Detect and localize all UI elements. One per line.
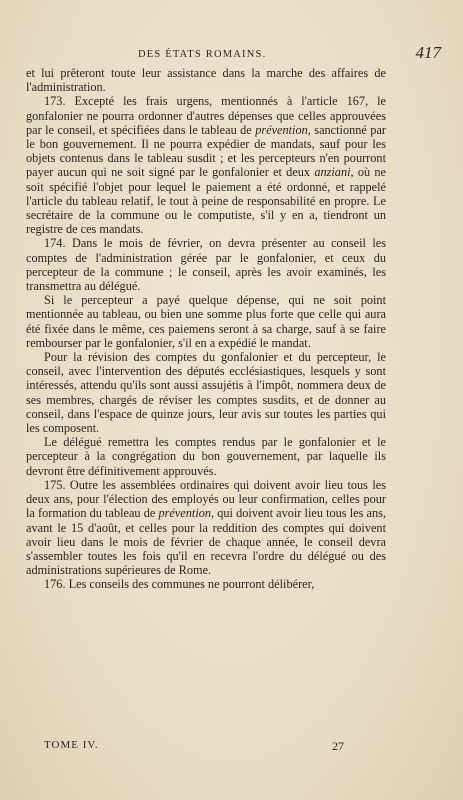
page-header [26, 43, 441, 63]
paragraph-text: 176. Les conseils des communes ne pourront délibérer, [44, 577, 315, 592]
paragraph-text: 175. Outre les assemblées ordinaires qui doivent avoir lieu tous les deux ans, pour l'élection des employés ou leur confirmation, celles pour la formation du tableau de [26, 477, 386, 521]
paragraph [26, 94, 386, 236]
paragraph-text: 174. Dans le mois de février, on devra présenter au conseil les comptes de l'administration gérée par le gonfalonier, et ceux du percepteur de la commune ; le conseil, après les avoir examinés, les transmettra au délégué. [26, 236, 386, 294]
italic-term: prévention [255, 122, 308, 137]
italic-term: anziani [314, 165, 351, 180]
paragraph [26, 350, 386, 435]
body-text [26, 66, 386, 592]
paragraph-text: Pour la révision des comptes du gonfalonier et du percepteur, le conseil, avec l'intervention des députés ecclésiastiques, lesquels y sont intéressés, attendu qu'ils sont aussi assujétis à l'impôt, nommera deux de ses membres, chargés de réviser les comptes susdits, et de donner au conseil, dans l'espace de quinze jours, leur avis sur toutes les parties qui les composent. [26, 350, 386, 436]
paragraph-text: 173. Excepté les frais urgens, mentionnés à l'article 167, le gonfalonier ne pourra ordonner d'autres dépenses que celles approuvées par le conseil, et spécifiées dans le tableau de [26, 94, 386, 137]
signature-mark: TOME IV. [44, 739, 99, 751]
paragraph [26, 478, 386, 577]
page-number: 417 [415, 43, 441, 62]
paragraph-text: , qui doivent avoir lieu tous les ans, avant le 15 d'août, et celles pour la reddition des comptes qui doivent avoir lieu dans le mois de février de chaque année, le conseil devra s'assembler toutes les fois qu'il en recevra l'ordre du délégué ou des administrations supérieures de Rome. [26, 506, 386, 578]
signature-number: 27 [332, 739, 344, 753]
paragraph-text: Le délégué remettra les comptes rendus par le gonfalonier et le percepteur à la congrégation du bon gouvernement, par laquelle ils devront être définitivement approuvés. [26, 435, 386, 478]
paragraph [26, 577, 386, 591]
paragraph [26, 435, 386, 478]
paragraph-text: , sanctionné par le bon gouvernement. Il ne pourra expédier de mandats, sauf pour les objets contenus dans le tableau susdit ; et les percepteurs n'en pourront payer aucun qui ne soit signé par le gonfalonier et deux [26, 122, 386, 180]
running-head: DES ÉTATS ROMAINS. [138, 49, 267, 60]
paragraph [26, 66, 386, 94]
paragraph [26, 293, 386, 350]
paragraph-text: Si le percepteur a payé quelque dépense, qui ne soit point mentionnée au tableau, ou bien une somme plus forte que celle qui aura été fixée dans le même, ces paiemens seront à sa charge, sauf à se faire rembourser par le gonfalonier, s'il en a expédié le mandat. [26, 293, 386, 350]
paragraph-text: et lui prêteront toute leur assistance dans la marche des affaires de l'administration. [26, 66, 386, 95]
paragraph [26, 236, 386, 293]
italic-term: prévention [158, 506, 212, 521]
page-footer [26, 739, 386, 755]
paragraph-text: , où ne soit spécifié l'objet pour lequel le paiement a été ordonné, et rappelé l'article du tableau relatif, le tout à peine de responsabilité en propre. Le secrétaire de la commune ou le computiste, s'il y en a, tiendront un registre de ces mandats. [26, 165, 386, 237]
